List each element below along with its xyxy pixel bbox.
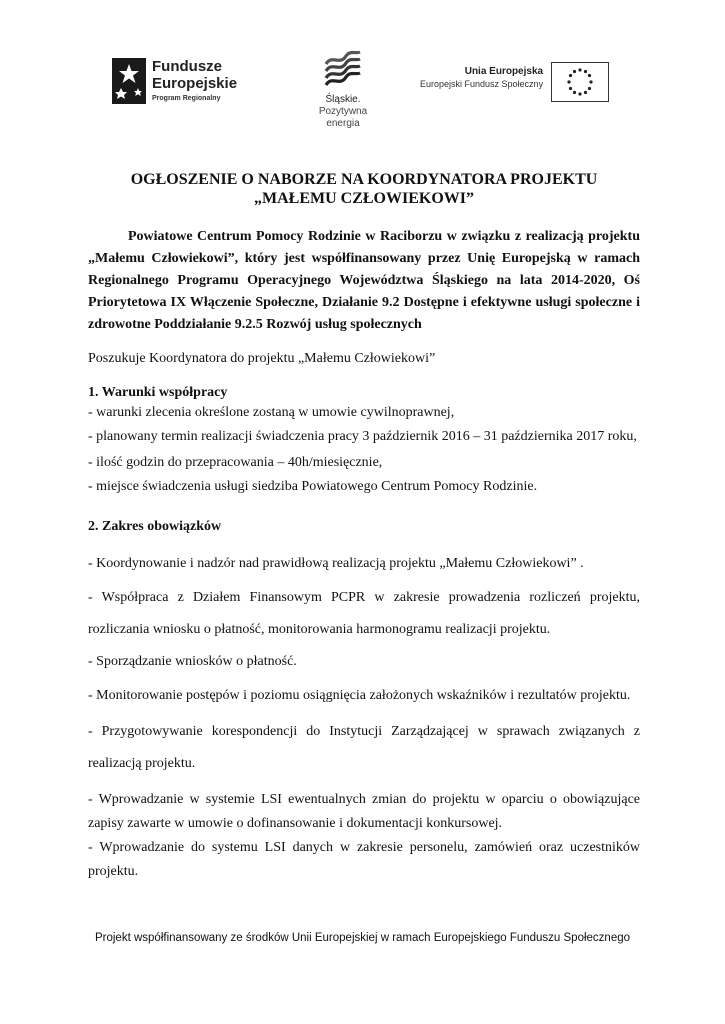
slaskie-waves-icon	[318, 50, 368, 92]
fundusze-europejskie-star-icon	[112, 58, 146, 104]
document-body	[88, 170, 640, 884]
document-title	[88, 170, 640, 208]
section-duties	[88, 517, 640, 884]
slaskie-logo-line1: Śląskie.	[325, 94, 361, 105]
eu-flag-icon	[551, 62, 609, 102]
list-item: - warunki zlecenia określone zostaną w umowie cywilnoprawnej,	[88, 405, 455, 420]
list-item: - Sporządzanie wniosków o płatność.	[88, 654, 297, 669]
list-item: - planowany termin realizacji świadczenia pracy 3 październik 2016 – 31 października 2017 roku,	[88, 429, 637, 444]
list-item: - Koordynowanie i nadzór nad prawidłową realizacją projektu „Małemu Człowiekowi” .	[88, 556, 584, 571]
fundusze-europejskie-logo	[112, 58, 237, 104]
section-heading: 1. Warunki współpracy	[88, 385, 228, 400]
ue-logo-line1: Unia Europejska	[464, 66, 544, 77]
ue-logo-line2: Europejski Fundusz Społeczny	[420, 79, 544, 89]
title-line2: „MAŁEMU CZŁOWIEKOWI”	[253, 190, 474, 207]
header-logos	[0, 50, 725, 130]
list-item: - Współpraca z Działem Finansowym PCPR w zakresie prowadzenia rozliczeń projektu, rozliczania wniosku o płatność, monitorowania harmonogramu realizacji projektu.	[88, 590, 640, 637]
list-item: - Monitorowanie postępów i poziomu osiągnięcia założonych wskaźników i rezultatów projektu.	[88, 688, 631, 703]
list-item: - Wprowadzanie w systemie LSI ewentualnych zmian do projektu w oparciu o obowiązujące zapisy zawarte w umowie o dofinansowanie i dokumentacji konkursowej.	[88, 792, 640, 831]
section-conditions	[88, 383, 640, 499]
slaskie-logo-line2: Pozytywna energia	[318, 106, 368, 129]
title-line1: OGŁOSZENIE O NABORZE NA KOORDYNATORA PROJEKTU	[130, 171, 598, 188]
ue-efs-logo	[420, 62, 609, 102]
fe-logo-line3: Program Regionalny	[152, 95, 221, 102]
intro-paragraph: Powiatowe Centrum Pomocy Rodzinie w Raciborzu w związku z realizacją projektu „Małemu Człowiekowi”, który jest współfinansowany przez Unię Europejską w ramach Regionalnego Programu Operacyjnego Województwa Śląskiego na lata 2014-2020, Oś Priorytetowa IX Włączenie Społeczne, Działanie 9.2 Dostępne i efektywne usługi społeczne i zdrowotne Poddziałanie 9.2.5 Rozwój usług społecznych	[88, 229, 640, 332]
list-item: - Przygotowywanie korespondencji do Instytucji Zarządzającej w sprawach związanych z realizacją projektu.	[88, 724, 640, 771]
section-heading: 2. Zakres obowiązków	[88, 519, 222, 534]
slaskie-logo	[303, 50, 383, 130]
list-item: - miejsce świadczenia usługi siedziba Powiatowego Centrum Pomocy Rodzinie.	[88, 479, 538, 494]
list-item: - Wprowadzanie do systemu LSI danych w zakresie personelu, zamówień oraz uczestników projektu.	[88, 840, 640, 879]
fe-logo-line1: Fundusze	[152, 58, 222, 75]
fe-logo-line2: Europejskie	[152, 75, 238, 92]
list-item: - ilość godzin do przepracowania – 40h/miesięcznie,	[88, 455, 383, 470]
lead-paragraph: Poszukuje Koordynatora do projektu „Małemu Człowiekowi”	[88, 351, 436, 366]
page-footer: Projekt współfinansowany ze środków Unii Europejskiej w ramach Europejskiego Funduszu Społecznego	[94, 932, 631, 944]
